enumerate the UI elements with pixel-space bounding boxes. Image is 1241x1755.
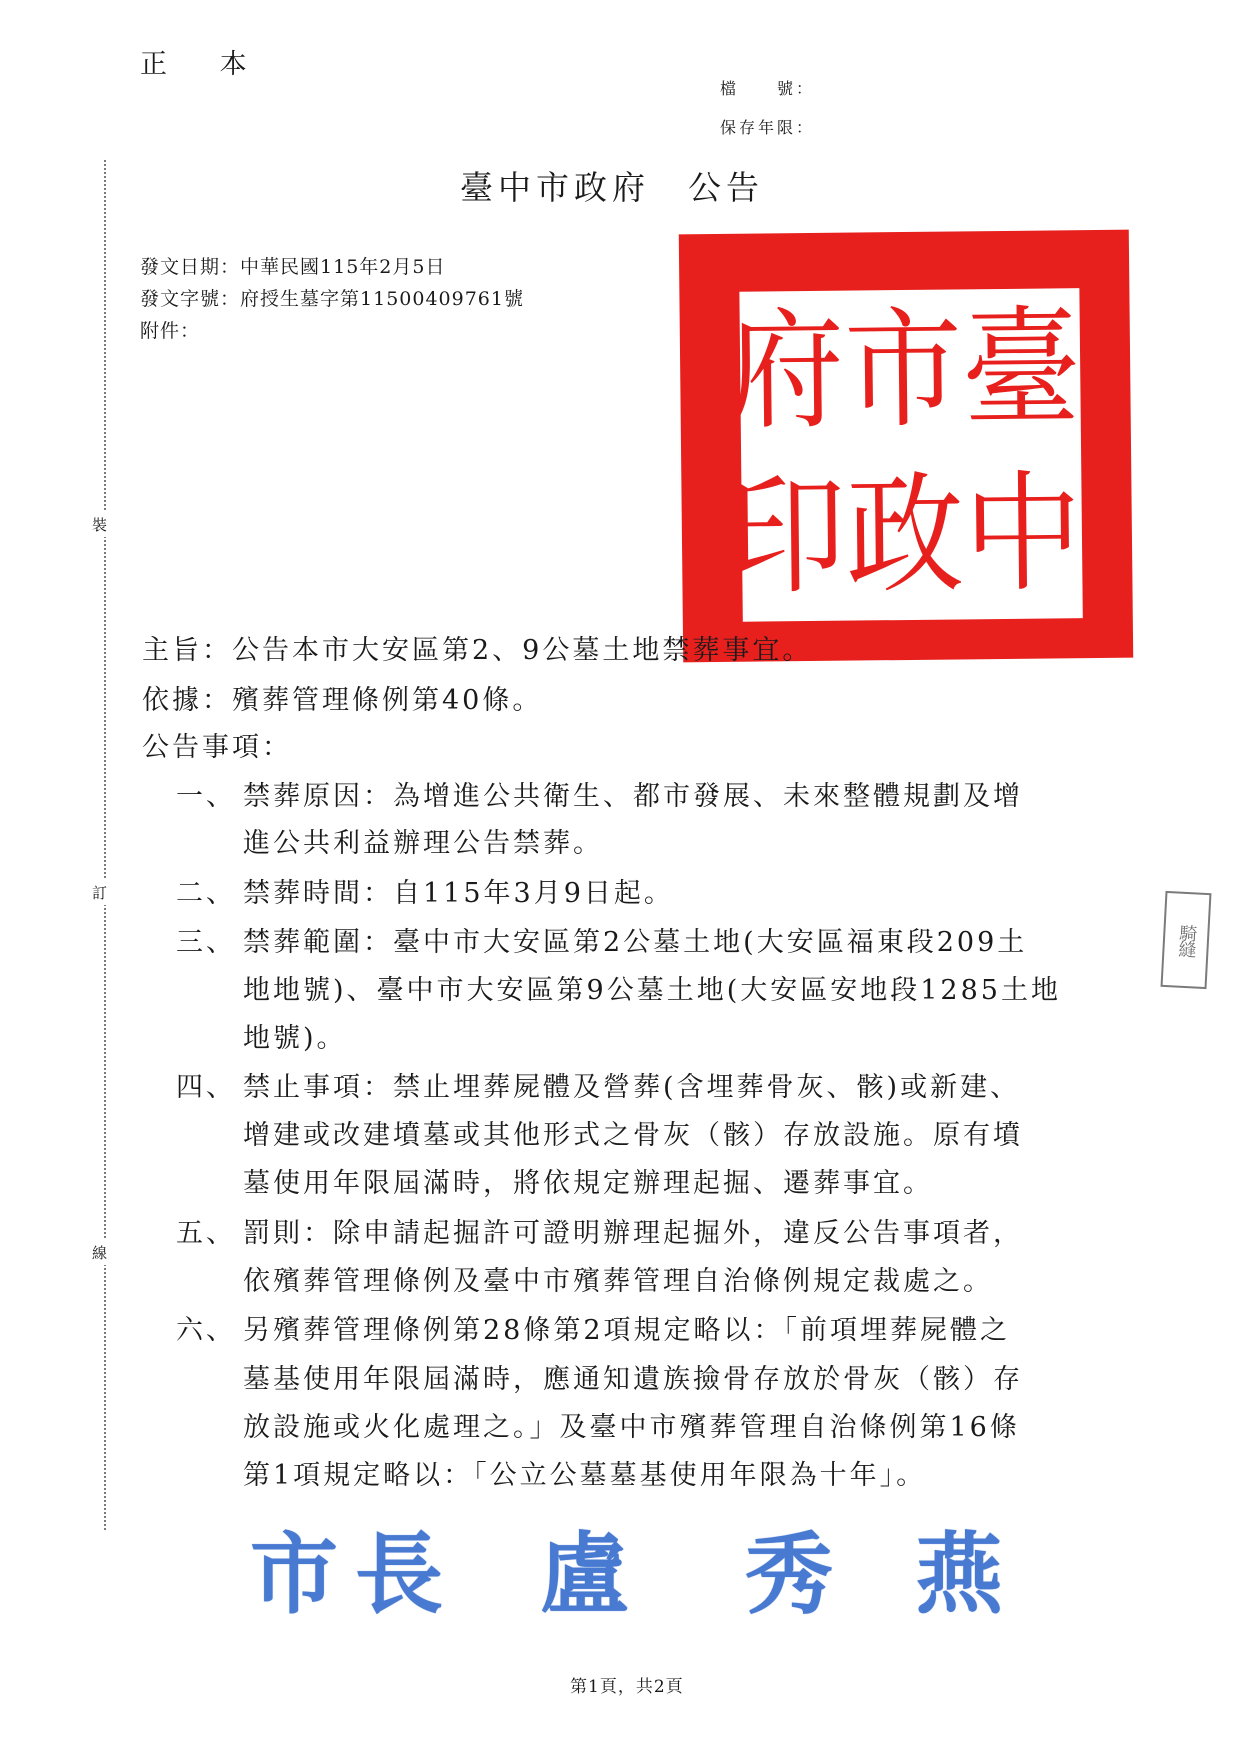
binding-mark-xian: 線	[92, 1240, 107, 1265]
document-number-value: 府授生墓字第11500409761號	[240, 288, 524, 310]
government-seal-stamp	[679, 230, 1133, 663]
signature-name-char: 盧	[540, 1522, 629, 1626]
seam-stamp: 騎縫	[1161, 891, 1212, 989]
item-3-line-2: 地地號)、臺中市大安區第9公墓土地(大安區安地段1285土地	[243, 975, 1061, 1006]
item-3-line-3: 地號)。	[243, 1023, 347, 1054]
item-1-number: 一、	[176, 781, 236, 812]
item-4-line-2: 增建或改建墳墓或其他形式之骨灰（骸）存放設施。原有墳	[243, 1120, 1023, 1151]
file-number-label: 檔 號：	[720, 79, 816, 98]
seal-char: 印	[727, 459, 847, 613]
item-6-line-1: 另殯葬管理條例第28條第2項規定略以：「前項埋葬屍體之	[243, 1315, 1011, 1346]
item-2-line-1: 禁葬時間：自115年3月9日起。	[243, 878, 674, 909]
item-3-number: 三、	[176, 927, 236, 958]
attachment-label: 附件：	[140, 320, 201, 342]
subject-line: 主旨：公告本市大安區第2、9公墓土地禁葬事宜。	[142, 635, 813, 666]
page-number-footer: 第1頁，共2頁	[570, 1677, 684, 1697]
basis-line: 依據：殯葬管理條例第40條。	[142, 685, 543, 716]
signature-name-char: 秀	[745, 1522, 834, 1626]
items-heading: 公告事項：	[142, 732, 292, 763]
issue-date-value: 中華民國115年2月5日	[240, 256, 446, 278]
binding-dotted-line	[104, 160, 106, 1530]
seal-char: 府	[725, 294, 845, 448]
title-organization: 臺中市政府	[460, 168, 650, 207]
item-4-line-1: 禁止事項：禁止埋葬屍體及營葬(含埋葬骨灰、骸)或新建、	[243, 1072, 1021, 1103]
item-6-line-3: 放設施或火化處理之。」及臺中市殯葬管理自治條例第16條	[243, 1412, 1020, 1443]
item-5-number: 五、	[176, 1218, 236, 1249]
issue-date-label: 發文日期：	[140, 256, 241, 278]
document-number-row	[140, 284, 524, 311]
issue-date-row	[140, 252, 445, 279]
item-5-line-2: 依殯葬管理條例及臺中市殯葬管理自治條例規定裁處之。	[243, 1266, 993, 1297]
original-copy-mark: 正 本	[140, 49, 269, 80]
seal-char: 政	[845, 458, 965, 612]
seal-char: 臺	[961, 292, 1081, 446]
seal-char: 中	[963, 457, 1083, 611]
item-4-number: 四、	[176, 1072, 236, 1103]
signature-title-char: 長	[355, 1522, 444, 1626]
binding-mark-ding: 訂	[92, 880, 107, 905]
item-2-number: 二、	[176, 878, 236, 909]
item-6-number: 六、	[176, 1315, 236, 1346]
seal-char: 市	[843, 293, 963, 447]
item-6-line-2: 墓基使用年限屆滿時，應通知遺族撿骨存放於骨灰（骸）存	[243, 1364, 1023, 1395]
seal-inner-field	[725, 288, 1083, 622]
item-4-line-3: 墓使用年限屆滿時，將依規定辦理起掘、遷葬事宜。	[243, 1168, 933, 1199]
document-number-label: 發文字號：	[140, 288, 241, 310]
signature-name-char: 燕	[915, 1522, 1004, 1626]
item-6-line-4: 第1項規定略以：「公立公墓墓基使用年限為十年」。	[243, 1460, 927, 1491]
item-3-line-1: 禁葬範圍：臺中市大安區第2公墓土地(大安區福東段209土	[243, 927, 1028, 958]
item-5-line-1: 罰則：除申請起掘許可證明辦理起掘外，違反公告事項者，	[243, 1218, 1023, 1249]
document-title	[460, 162, 764, 209]
binding-mark-zhuang: 裝	[92, 512, 107, 537]
item-1-line-2: 進公共利益辦理公告禁葬。	[243, 828, 603, 859]
item-1-line-1: 禁葬原因：為增進公共衛生、都市發展、未來整體規劃及增	[243, 781, 1023, 812]
retention-period-label: 保存年限：	[720, 118, 816, 137]
title-type: 公告	[688, 168, 764, 207]
signature-title-char: 市	[250, 1522, 339, 1626]
